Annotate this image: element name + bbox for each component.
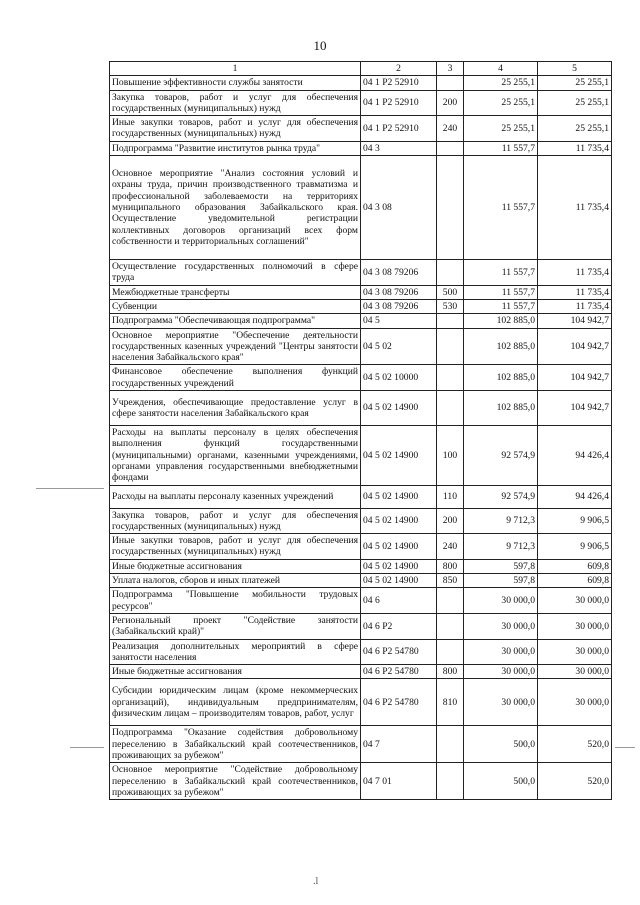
- row-name-cell: Финансовое обеспечение выполнения функций государственных учреждений: [110, 365, 361, 391]
- row-expense-type-cell: [437, 391, 464, 426]
- row-expense-type-cell: 800: [437, 559, 464, 573]
- row-name-cell: Уплата налогов, сборов и иных платежей: [110, 574, 361, 588]
- row-code-cell: 04 3 08 79206: [361, 260, 437, 286]
- row-value-2022-cell: 30 000,0: [464, 679, 538, 726]
- row-value-2023-cell: 30 000,0: [538, 588, 612, 614]
- row-code-cell: 04 5 02 14900: [361, 485, 437, 508]
- row-expense-type-cell: [437, 260, 464, 286]
- row-value-2022-cell: 11 557,7: [464, 299, 538, 313]
- row-expense-type-cell: [437, 763, 464, 800]
- row-name-cell: Иные закупки товаров, работ и услуг для обеспечения государственных (муниципальных) нужд: [110, 116, 361, 142]
- row-value-2023-cell: 25 255,1: [538, 116, 612, 142]
- table-row: [110, 763, 612, 800]
- table-row: [110, 534, 612, 560]
- row-value-2023-cell: 25 255,1: [538, 76, 612, 90]
- row-value-2023-cell: 104 942,7: [538, 314, 612, 328]
- row-value-2022-cell: 30 000,0: [464, 665, 538, 679]
- row-value-2023-cell: 25 255,1: [538, 90, 612, 116]
- row-name-cell: Основное мероприятие "Анализ состояния условий и охраны труда, причин производственного травматизма и профессиональной заболеваемости на территориях муниципального образования Забайкальского края. Осуществление уведомительной регистрации коллективных договоров организаций всех форм собственности и территориальных соглашений": [110, 156, 361, 260]
- table-row: [110, 613, 612, 639]
- row-value-2023-cell: 30 000,0: [538, 665, 612, 679]
- header-cell-2023: 5: [538, 62, 612, 76]
- row-value-2023-cell: 30 000,0: [538, 679, 612, 726]
- row-name-cell: Субвенции: [110, 299, 361, 313]
- row-name-cell: Реализация дополнительных мероприятий в сфере занятости населения: [110, 639, 361, 665]
- page-number: 10: [313, 38, 327, 53]
- row-code-cell: 04 6 P2 54780: [361, 639, 437, 665]
- row-value-2022-cell: 25 255,1: [464, 90, 538, 116]
- row-expense-type-cell: 850: [437, 574, 464, 588]
- row-name-cell: Осуществление государственных полномочий в сфере труда: [110, 260, 361, 286]
- row-expense-type-cell: 500: [437, 285, 464, 299]
- row-code-cell: 04 6 P2: [361, 613, 437, 639]
- table-row: [110, 141, 612, 155]
- row-value-2022-cell: 102 885,0: [464, 328, 538, 365]
- row-value-2023-cell: 94 426,4: [538, 426, 612, 485]
- table-row: [110, 508, 612, 534]
- row-code-cell: 04 5 02 14900: [361, 534, 437, 560]
- row-code-cell: 04 5 02 14900: [361, 426, 437, 485]
- table-row: [110, 90, 612, 116]
- header-cell-2022: 4: [464, 62, 538, 76]
- table-row: [110, 156, 612, 260]
- row-value-2022-cell: 30 000,0: [464, 639, 538, 665]
- row-name-cell: Подпрограмма "Обеспечивающая подпрограмма": [110, 314, 361, 328]
- row-code-cell: 04 7 01: [361, 763, 437, 800]
- table-row: [110, 314, 612, 328]
- row-value-2022-cell: 597,8: [464, 559, 538, 573]
- row-expense-type-cell: 240: [437, 534, 464, 560]
- row-value-2022-cell: 25 255,1: [464, 76, 538, 90]
- header-cell-name: 1: [110, 62, 361, 76]
- row-value-2023-cell: 11 735,4: [538, 141, 612, 155]
- row-name-cell: Основное мероприятие "Содействие добровольному переселению в Забайкальский край соотечественников, проживающих за рубежом": [110, 763, 361, 800]
- row-name-cell: Иные закупки товаров, работ и услуг для обеспечения государственных (муниципальных) нужд: [110, 534, 361, 560]
- row-code-cell: 04 3: [361, 141, 437, 155]
- left-margin-dash: [36, 488, 104, 489]
- row-code-cell: 04 6 P2 54780: [361, 679, 437, 726]
- row-name-cell: Иные бюджетные ассигнования: [110, 559, 361, 573]
- row-name-cell: Иные бюджетные ассигнования: [110, 665, 361, 679]
- row-code-cell: 04 3 08: [361, 156, 437, 260]
- row-name-cell: Подпрограмма "Оказание содействия добровольному переселению в Забайкальский край соотечественников, проживающих за рубежом": [110, 726, 361, 763]
- row-value-2022-cell: 11 557,7: [464, 141, 538, 155]
- table-row: [110, 328, 612, 365]
- row-value-2022-cell: 597,8: [464, 574, 538, 588]
- row-name-cell: Субсидии юридическим лицам (кроме некоммерческих организаций), индивидуальным предпринимателям, физическим лицам – производителям товаров, работ, услуг: [110, 679, 361, 726]
- row-code-cell: 04 5 02 14900: [361, 391, 437, 426]
- row-value-2023-cell: 104 942,7: [538, 328, 612, 365]
- row-name-cell: Подпрограмма "Повышение мобильности трудовых ресурсов": [110, 588, 361, 614]
- row-expense-type-cell: 810: [437, 679, 464, 726]
- table-row: [110, 559, 612, 573]
- row-code-cell: 04 5 02 14900: [361, 508, 437, 534]
- row-value-2023-cell: 104 942,7: [538, 365, 612, 391]
- row-code-cell: 04 5: [361, 314, 437, 328]
- row-code-cell: 04 3 08 79206: [361, 299, 437, 313]
- row-expense-type-cell: [437, 328, 464, 365]
- row-name-cell: Расходы на выплаты персоналу казенных учреждений: [110, 485, 361, 508]
- row-value-2023-cell: 609,8: [538, 559, 612, 573]
- row-code-cell: 04 5 02 14900: [361, 559, 437, 573]
- row-value-2022-cell: 102 885,0: [464, 314, 538, 328]
- row-value-2023-cell: 11 735,4: [538, 156, 612, 260]
- row-expense-type-cell: 100: [437, 426, 464, 485]
- row-expense-type-cell: [437, 314, 464, 328]
- table-row: [110, 639, 612, 665]
- row-value-2023-cell: 11 735,4: [538, 299, 612, 313]
- row-value-2022-cell: 92 574,9: [464, 485, 538, 508]
- row-name-cell: Повышение эффективности службы занятости: [110, 76, 361, 90]
- row-code-cell: 04 1 P2 52910: [361, 76, 437, 90]
- table-row: [110, 679, 612, 726]
- row-expense-type-cell: 800: [437, 665, 464, 679]
- row-value-2023-cell: 11 735,4: [538, 260, 612, 286]
- row-value-2022-cell: 11 557,7: [464, 260, 538, 286]
- table-row: [110, 574, 612, 588]
- table-row: [110, 391, 612, 426]
- row-name-cell: Подпрограмма "Развитие институтов рынка труда": [110, 141, 361, 155]
- table-row: [110, 299, 612, 313]
- row-value-2022-cell: 500,0: [464, 726, 538, 763]
- row-value-2022-cell: 30 000,0: [464, 613, 538, 639]
- row-value-2022-cell: 102 885,0: [464, 391, 538, 426]
- footer-mark: .l: [313, 876, 319, 887]
- table-row: [110, 365, 612, 391]
- row-expense-type-cell: 530: [437, 299, 464, 313]
- row-value-2022-cell: 11 557,7: [464, 285, 538, 299]
- row-name-cell: Основное мероприятие "Обеспечение деятельности государственных казенных учреждений "Центры занятости населения Забайкальского края": [110, 328, 361, 365]
- row-value-2022-cell: 102 885,0: [464, 365, 538, 391]
- budget-table-body: [110, 62, 612, 800]
- table-row: [110, 285, 612, 299]
- table-row: [110, 726, 612, 763]
- row-code-cell: 04 1 P2 52910: [361, 90, 437, 116]
- row-value-2023-cell: 30 000,0: [538, 613, 612, 639]
- left-margin-dash-lower: [70, 747, 104, 748]
- row-expense-type-cell: [437, 365, 464, 391]
- row-value-2022-cell: 92 574,9: [464, 426, 538, 485]
- row-value-2022-cell: 9 712,3: [464, 534, 538, 560]
- row-code-cell: 04 3 08 79206: [361, 285, 437, 299]
- row-code-cell: 04 1 P2 52910: [361, 116, 437, 142]
- row-expense-type-cell: 200: [437, 508, 464, 534]
- row-expense-type-cell: 240: [437, 116, 464, 142]
- row-name-cell: Расходы на выплаты персоналу в целях обеспечения выполнения функций государственными (муниципальными) органами, казенными учреждениями, органами управления государственными внебюджетными фондами: [110, 426, 361, 485]
- table-header-row: [110, 62, 612, 76]
- row-value-2022-cell: 11 557,7: [464, 156, 538, 260]
- row-name-cell: Межбюджетные трансферты: [110, 285, 361, 299]
- row-expense-type-cell: [437, 156, 464, 260]
- row-name-cell: Учреждения, обеспечивающие предоставление услуг в сфере занятости населения Забайкальского края: [110, 391, 361, 426]
- row-expense-type-cell: [437, 76, 464, 90]
- row-value-2023-cell: 9 906,5: [538, 508, 612, 534]
- row-code-cell: 04 6 P2 54780: [361, 665, 437, 679]
- row-value-2023-cell: 520,0: [538, 726, 612, 763]
- row-code-cell: 04 7: [361, 726, 437, 763]
- row-expense-type-cell: 110: [437, 485, 464, 508]
- row-code-cell: 04 5 02 10000: [361, 365, 437, 391]
- row-value-2023-cell: 9 906,5: [538, 534, 612, 560]
- table-row: [110, 665, 612, 679]
- row-value-2022-cell: 9 712,3: [464, 508, 538, 534]
- row-value-2023-cell: 520,0: [538, 763, 612, 800]
- row-name-cell: Закупка товаров, работ и услуг для обеспечения государственных (муниципальных) нужд: [110, 508, 361, 534]
- row-expense-type-cell: 200: [437, 90, 464, 116]
- budget-table: [109, 61, 612, 800]
- table-row: [110, 76, 612, 90]
- row-expense-type-cell: [437, 141, 464, 155]
- row-name-cell: Закупка товаров, работ и услуг для обеспечения государственных (муниципальных) нужд: [110, 90, 361, 116]
- row-value-2022-cell: 30 000,0: [464, 588, 538, 614]
- row-value-2023-cell: 11 735,4: [538, 285, 612, 299]
- row-expense-type-cell: [437, 588, 464, 614]
- table-row: [110, 485, 612, 508]
- row-value-2023-cell: 94 426,4: [538, 485, 612, 508]
- row-expense-type-cell: [437, 726, 464, 763]
- row-code-cell: 04 5 02 14900: [361, 574, 437, 588]
- row-value-2022-cell: 25 255,1: [464, 116, 538, 142]
- table-row: [110, 260, 612, 286]
- row-value-2023-cell: 30 000,0: [538, 639, 612, 665]
- row-expense-type-cell: [437, 639, 464, 665]
- row-expense-type-cell: [437, 613, 464, 639]
- header-cell-code: 2: [361, 62, 437, 76]
- table-row: [110, 116, 612, 142]
- table-row: [110, 426, 612, 485]
- row-code-cell: 04 5 02: [361, 328, 437, 365]
- row-code-cell: 04 6: [361, 588, 437, 614]
- row-value-2023-cell: 104 942,7: [538, 391, 612, 426]
- table-row: [110, 588, 612, 614]
- right-margin-dash: [615, 747, 635, 748]
- row-value-2023-cell: 609,8: [538, 574, 612, 588]
- row-name-cell: Региональный проект "Содействие занятости (Забайкальский край)": [110, 613, 361, 639]
- header-cell-vr: 3: [437, 62, 464, 76]
- row-value-2022-cell: 500,0: [464, 763, 538, 800]
